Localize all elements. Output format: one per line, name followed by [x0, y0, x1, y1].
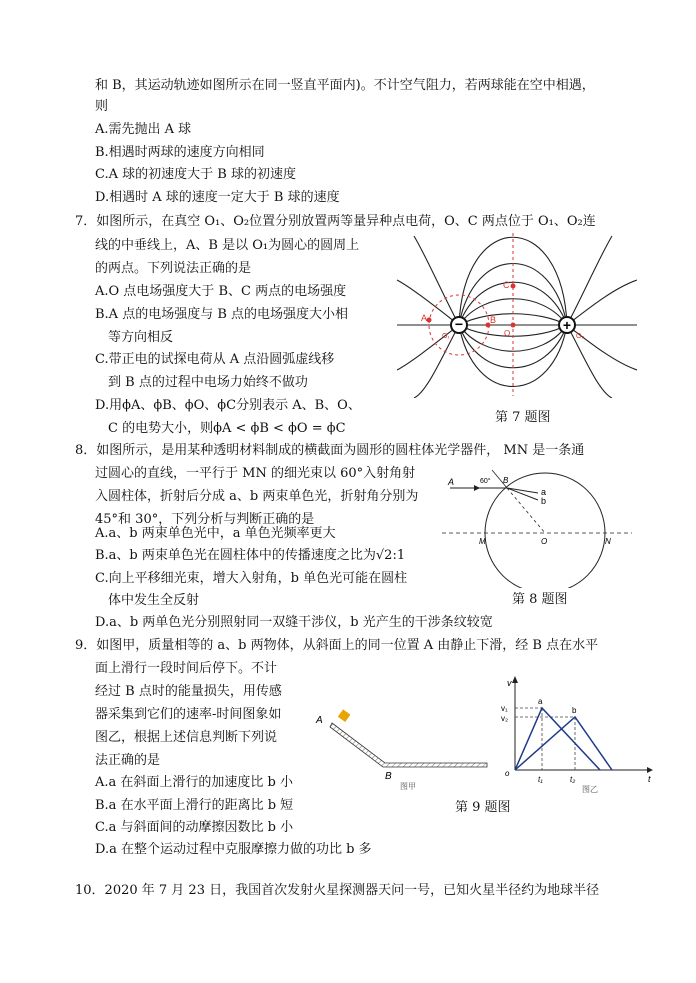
q10-stem: 10．2020 年 7 月 23 日，我国首次发射火星探测器天问一号，已知火星半径约为地球半径 [75, 883, 600, 898]
q8-option-c: C.向上平移细光束，增大入射角，b 单色光可能在圆柱 [95, 571, 408, 586]
t1-label: t₁ [538, 775, 543, 784]
axis-t-label: t [648, 774, 651, 784]
point-a-label: A [316, 715, 323, 726]
point-n-label: N [605, 537, 611, 546]
q7-stem-2: 线的中垂线上，A、B 是以 O₁为圆心的圆周上 [95, 238, 360, 253]
ray-a-label: A [448, 477, 455, 487]
q8-option-c-cont: 体中发生全反射 [108, 593, 200, 608]
q8-stem-2: 过圆心的直线，一平行于 MN 的细光束以 60°入射角射 [95, 466, 416, 481]
q9-option-b: B.a 在水平面上滑行的距离比 b 短 [95, 798, 294, 813]
q6-intro-2: 则 [95, 99, 109, 114]
q6-option-d: D.相遇时 A 球的速度一定大于 B 球的速度 [95, 190, 340, 205]
q7-figure-caption: 第 7 题图 [495, 410, 551, 425]
q8-optics-figure [442, 468, 632, 588]
point-o1-label: O₁ [442, 333, 450, 340]
point-b-label: B [503, 476, 509, 485]
q8-option-a: A.a、b 两束单色光中，a 单色光频率更大 [95, 526, 336, 541]
q6-option-c: C.A 球的初速度大于 B 球的初速度 [95, 167, 296, 182]
q7-option-c-cont: 到 B 点的过程中电场力始终不做功 [108, 375, 308, 390]
point-c-label: C [503, 280, 510, 290]
point-b-label: B [490, 315, 497, 325]
t2-label: t₂ [570, 775, 576, 784]
angle-label: 60° [480, 478, 491, 485]
positive-charge-label: + [562, 317, 572, 333]
curve-a-label: a [538, 697, 543, 706]
figure-yi-label: 图乙 [582, 785, 598, 794]
q8-option-b: B.a、b 两束单色光在圆柱体中的传播速度之比为√2:1 [95, 548, 406, 563]
q6-option-b: B.相遇时两球的速度方向相同 [95, 145, 265, 160]
q7-option-c: C.带正电的试探电荷从 A 点沿圆弧虚线移 [95, 352, 335, 367]
q6-option-a: A.需先抛出 A 球 [95, 122, 192, 137]
figure-jia-label: 图甲 [400, 782, 416, 791]
q6-intro: 和 B，其运动轨迹如图所示在同一竖直平面内)。不计空气阻力，若两球能在空中相遇， [95, 78, 595, 93]
q7-option-b: B.A 点的电场强度与 B 点的电场强度大小相 [95, 307, 349, 322]
q9-option-c: C.a 与斜面间的动摩擦因数比 b 小 [95, 820, 294, 835]
v2-label: v₂ [501, 714, 509, 723]
q9-incline-figure [312, 705, 492, 795]
point-o2-label: O₂ [576, 333, 585, 340]
q8-stem-1: 8．如图所示，是用某种透明材料制成的横截面为圆形的圆柱体光学器件， MN 是一条通 [75, 443, 585, 458]
negative-charge-label: − [454, 316, 464, 332]
q7-stem-3: 的两点。下列说法正确的是 [95, 261, 252, 276]
point-a-label: A [421, 313, 428, 323]
q9-stem-3: 经过 B 点时的能量损失，用传感 [95, 684, 282, 699]
curve-b-label: b [572, 706, 577, 715]
q7-stem-1: 7．如图所示，在真空 O₁、O₂位置分别放置两等量异种点电荷，O、C 两点位于 O₁、O₂连 [75, 214, 596, 229]
q9-stem-2: 面上滑行一段时间后停下。不计 [95, 661, 278, 676]
q9-figure-caption: 第 9 题图 [455, 800, 511, 815]
q8-stem-4: 45°和 30°，下列分析与判断正确的是 [95, 512, 315, 527]
q8-option-d: D.a、b 两单色光分别照射同一双缝干涉仪，b 光产生的干涉条纹较宽 [95, 615, 493, 630]
q7-option-a: A.O 点电场强度大于 B、C 两点的电场强度 [95, 284, 347, 299]
q9-stem-1: 9．如图甲，质量相等的 a、b 两物体，从斜面上的同一位置 A 由静止下滑，经 B 点在水平 [75, 638, 599, 653]
q9-option-d: D.a 在整个运动过程中克服摩擦力做的功比 b 多 [95, 842, 372, 857]
q9-stem-5: 图乙，根据上述信息判断下列说 [95, 730, 278, 745]
q9-stem-6: 法正确的是 [95, 753, 161, 768]
v1-label: v₁ [501, 704, 508, 713]
point-m-label: M [479, 537, 486, 546]
point-o-label: O [541, 537, 548, 546]
origin-label: o [505, 769, 510, 778]
q7-electric-field-figure [392, 228, 642, 398]
q8-stem-3: 入圆柱体，折射后分成 a、b 两束单色光，折射角分别为 [95, 489, 419, 504]
q7-option-d-cont: C 的电势大小，则ϕA < ϕB < ϕO = ϕC [108, 421, 346, 436]
q7-option-d: D.用ϕA、ϕB、ϕO、ϕC分别表示 A、B、O、 [95, 398, 361, 413]
q9-vt-graph [500, 672, 660, 797]
q9-option-a: A.a 在斜面上滑行的加速度比 b 小 [95, 775, 293, 790]
ray-b-out-label: b [541, 496, 547, 506]
point-b-label: B [385, 771, 392, 782]
point-o-label: O [504, 329, 511, 338]
axis-v-label: v [507, 678, 512, 688]
q7-option-b-cont: 等方向相反 [108, 330, 174, 345]
ray-a-out-label: a [541, 487, 547, 497]
q9-stem-4: 器采集到它们的速率-时间图象如 [95, 707, 282, 722]
q8-figure-caption: 第 8 题图 [512, 592, 568, 607]
